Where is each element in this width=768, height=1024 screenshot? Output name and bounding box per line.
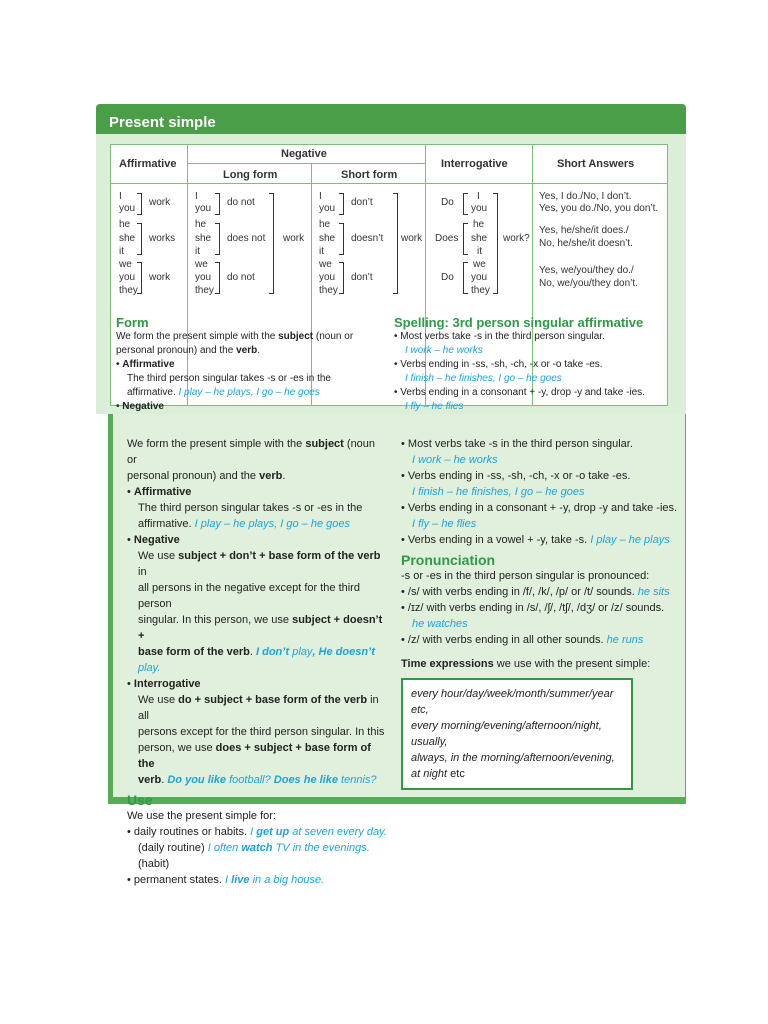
neg-pronoun: he xyxy=(195,219,207,230)
int-pronoun: we xyxy=(473,259,486,270)
text-sp3: • Verbs ending in a consonant + -y, drop -y and take -ies. xyxy=(394,386,664,400)
neg-short-3: don’t xyxy=(351,272,373,283)
neg-pronoun: it xyxy=(195,246,200,257)
aff-works: works xyxy=(149,233,176,244)
int-pronoun: you xyxy=(471,272,488,283)
text-aff-line: The third person singular takes -s or -es in the xyxy=(127,373,331,384)
pronunciation-title: Pronunciation xyxy=(401,552,496,568)
top-card xyxy=(96,104,686,414)
neg-long-3: do not xyxy=(227,272,255,283)
text-aff: Affirmative xyxy=(122,359,175,370)
left-column xyxy=(127,436,387,888)
header-short-form: Short form xyxy=(341,169,398,181)
interrogative-heading: Interrogative xyxy=(133,678,201,690)
pronoun-you: you xyxy=(119,203,136,214)
text-aff1: The third person singular takes -s or -es in the xyxy=(138,502,363,514)
aff-work: work xyxy=(149,197,171,208)
text-int1a: We use xyxy=(138,694,179,706)
header-long-form: Long form xyxy=(223,169,278,181)
text-use2ex-a: I xyxy=(250,826,257,838)
text-time-b: we use with the present simple: xyxy=(493,658,651,670)
text-l1b: subject xyxy=(305,438,344,450)
text-int3a: person, we use xyxy=(138,742,216,754)
text-sp2: • Verbs ending in -ss, -sh, -ch, -x or -o take -es. xyxy=(394,358,664,372)
text-neg-ex2b: play. xyxy=(138,662,161,674)
text-r3: • Verbs ending in a consonant + -y, drop -y and take -ies. xyxy=(401,500,681,516)
text-use4ex-c: in a big house. xyxy=(249,874,325,886)
text-aff-ex: I play – he plays, I go – he goes xyxy=(194,518,350,530)
text-l1c: (noun or xyxy=(127,438,376,466)
text-use4ex-a: I xyxy=(225,874,232,886)
text-use3ex-b: watch xyxy=(241,842,273,854)
short-pronoun: she xyxy=(319,233,336,244)
text-aff2: affirmative. xyxy=(138,518,192,530)
aff-work-plural: work xyxy=(149,272,171,283)
neg-long-work: work xyxy=(283,233,305,244)
right-column xyxy=(401,436,681,790)
text-p0: -s or -es in the third person singular is pronounced: xyxy=(401,570,650,582)
text-neg4a: base form of the verb xyxy=(138,646,250,658)
short-pronoun: you xyxy=(319,272,336,283)
pronoun-she: she xyxy=(119,233,136,244)
text-int4a: verb xyxy=(138,774,162,786)
text-neg3a: singular. In this person, we use xyxy=(138,614,293,626)
int-pronoun: he xyxy=(473,219,485,230)
negative-heading: Negative xyxy=(133,534,180,546)
text-neg-ex1b: play xyxy=(289,646,313,658)
answer-3b: No, we/you/they don’t. xyxy=(539,278,638,289)
pronoun-he: he xyxy=(119,219,131,230)
text-use4ex-b: live xyxy=(231,874,250,886)
answer-3a: Yes, we/you/they do./ xyxy=(539,265,634,276)
neg-short-1: don’t xyxy=(351,197,373,208)
text-r4ex: I play – he plays xyxy=(590,534,670,546)
text-neg: Negative xyxy=(122,401,164,412)
pronoun-it: it xyxy=(119,246,124,257)
short-pronoun: they xyxy=(319,285,338,296)
text-l1: We form the present simple with the xyxy=(127,438,306,450)
text-expr4b: etc xyxy=(447,768,465,780)
text-use4: permanent states. xyxy=(133,874,222,886)
pronoun-we: we xyxy=(119,259,132,270)
spelling-title: Spelling: 3rd person singular affirmative xyxy=(394,315,644,330)
text-aff-line2: affirmative. xyxy=(127,387,176,398)
answer-1b: Yes, you do./No, you don’t. xyxy=(539,203,659,214)
text-p2ex: he watches xyxy=(412,618,468,630)
text-int-ex1b: football? xyxy=(226,774,271,786)
short-pronoun: it xyxy=(319,246,324,257)
pronoun-they: they xyxy=(119,285,138,296)
text-r1: • Most verbs take -s in the third person singular. xyxy=(401,436,681,452)
int-does: Does xyxy=(435,233,459,244)
text-p1ex: he sits xyxy=(637,586,670,598)
neg-pronoun: we xyxy=(195,259,208,270)
neg-long-2: does not xyxy=(227,233,266,244)
bottom-card xyxy=(108,414,686,886)
text-neg-ex1: I don’t xyxy=(255,646,290,658)
int-pronoun: they xyxy=(471,285,490,296)
text-r4: Verbs ending in a vowel + -y, take -s. xyxy=(407,534,588,546)
text-l2b: verb xyxy=(259,470,283,482)
text-int-ex1: Do you like xyxy=(167,774,227,786)
text-form-line1b: (noun or xyxy=(313,331,354,342)
text-int-ex2: Does he like xyxy=(270,774,338,786)
int-do-1: Do xyxy=(441,197,454,208)
text-expr2: every morning/evening/afternoon/night, usually, xyxy=(411,720,602,748)
text-sp1ex: I work – he works xyxy=(405,345,483,356)
answer-2a: Yes, he/she/it does./ xyxy=(539,225,629,236)
text-use2ex-b: get up xyxy=(256,826,290,838)
short-pronoun: I xyxy=(319,191,322,202)
text-use1: We use the present simple for: xyxy=(127,810,276,822)
text-r2ex: I finish – he finishes, I go – he goes xyxy=(412,486,585,498)
text-use3ex-a: I often xyxy=(207,842,242,854)
neg-pronoun: you xyxy=(195,272,212,283)
text-form-dot: . xyxy=(257,345,260,356)
short-pronoun: he xyxy=(319,219,331,230)
text-r3ex: I fly – he flies xyxy=(412,518,477,530)
text-use3: (daily routine) xyxy=(138,842,205,854)
text-use3b: (habit) xyxy=(138,858,170,870)
text-p1: /s/ with verbs ending in /f/, /k/, /p/ or /t/ sounds. xyxy=(407,586,635,598)
pronoun-you-plural: you xyxy=(119,272,136,283)
text-use2ex-c: at seven every day. xyxy=(289,826,387,838)
header-interrogative: Interrogative xyxy=(441,158,508,170)
neg-pronoun: they xyxy=(195,285,214,296)
text-sp1: • Most verbs take -s in the third person singular. xyxy=(394,330,664,344)
neg-pronoun: she xyxy=(195,233,212,244)
time-expressions-box xyxy=(401,678,633,790)
text-p2: • /ɪz/ with verbs ending in /s/, /ʃ/, /tʃ/, /dʒ/ or /z/ sounds. xyxy=(401,600,681,616)
pronoun-i: I xyxy=(119,191,122,202)
page-title: Present simple xyxy=(96,104,686,134)
text-neg1b: subject + don’t + base form of the verb xyxy=(178,550,381,562)
text-form-subject: subject xyxy=(278,331,314,342)
header-affirmative: Affirmative xyxy=(119,158,177,170)
text-expr4a: at night xyxy=(411,768,448,780)
affirmative-heading: Affirmative xyxy=(133,486,192,498)
short-pronoun: we xyxy=(319,259,332,270)
text-neg2: all persons in the negative except for the third person xyxy=(138,582,360,610)
text-int-ex2b: tennis? xyxy=(337,774,377,786)
text-l2: personal pronoun) and the xyxy=(127,470,260,482)
int-do-3: Do xyxy=(441,272,454,283)
text-int1c: in all xyxy=(138,694,379,722)
text-form-verb: verb xyxy=(236,345,258,356)
header-short-answers: Short Answers xyxy=(557,158,635,170)
form-title: Form xyxy=(116,315,149,330)
text-time-a: Time expressions xyxy=(401,658,494,670)
text-int4b: . xyxy=(161,774,165,786)
text-use3ex-c: TV in the evenings. xyxy=(272,842,370,854)
text-expr1: every hour/day/week/month/summer/year etc, xyxy=(411,688,614,716)
int-pronoun: you xyxy=(471,203,488,214)
answer-2b: No, he/she/it doesn’t. xyxy=(539,238,633,249)
text-p3ex: he runs xyxy=(606,634,644,646)
neg-short-work: work xyxy=(401,233,423,244)
text-aff-ex: I play – he plays, I go – he goes xyxy=(178,387,320,398)
int-pronoun: she xyxy=(471,233,488,244)
text-neg1c: in xyxy=(138,566,147,578)
text-sp3ex: I fly – he flies xyxy=(405,401,464,412)
text-expr3: always, in the morning/afternoon/evening, xyxy=(411,752,615,764)
int-work: work? xyxy=(503,233,530,244)
header-negative: Negative xyxy=(281,148,327,160)
text-l2c: . xyxy=(282,470,286,482)
text-use2: daily routines or habits. xyxy=(133,826,248,838)
text-int1b: do + subject + base form of the verb xyxy=(178,694,368,706)
short-pronoun: you xyxy=(319,203,336,214)
text-form-line2: personal pronoun) and the xyxy=(116,345,237,356)
int-pronoun: it xyxy=(477,246,482,257)
text-int3b: does + subject + base form of the xyxy=(138,742,371,770)
text-r1ex: I work – he works xyxy=(412,454,498,466)
text-form-line1: We form the present simple with the xyxy=(116,331,279,342)
text-r2: • Verbs ending in -ss, -sh, -ch, -x or -o take -es. xyxy=(401,468,681,484)
use-title: Use xyxy=(127,792,153,808)
text-neg3b: subject + doesn’t + xyxy=(138,614,383,642)
text-int2: persons except for the third person singular. In this xyxy=(138,726,385,738)
neg-long-1: do not xyxy=(227,197,255,208)
neg-pronoun: you xyxy=(195,203,212,214)
int-pronoun: I xyxy=(477,191,480,202)
text-p3: /z/ with verbs ending in all other sounds. xyxy=(407,634,604,646)
neg-pronoun: I xyxy=(195,191,198,202)
neg-short-2: doesn’t xyxy=(351,233,384,244)
text-neg1a: We use xyxy=(138,550,179,562)
text-sp2ex: I finish – he finishes, I go – he goes xyxy=(405,373,562,384)
text-neg4b: . xyxy=(249,646,253,658)
text-neg-ex2: , He doesn’t xyxy=(312,646,375,658)
answer-1a: Yes, I do./No, I don’t. xyxy=(539,191,632,202)
